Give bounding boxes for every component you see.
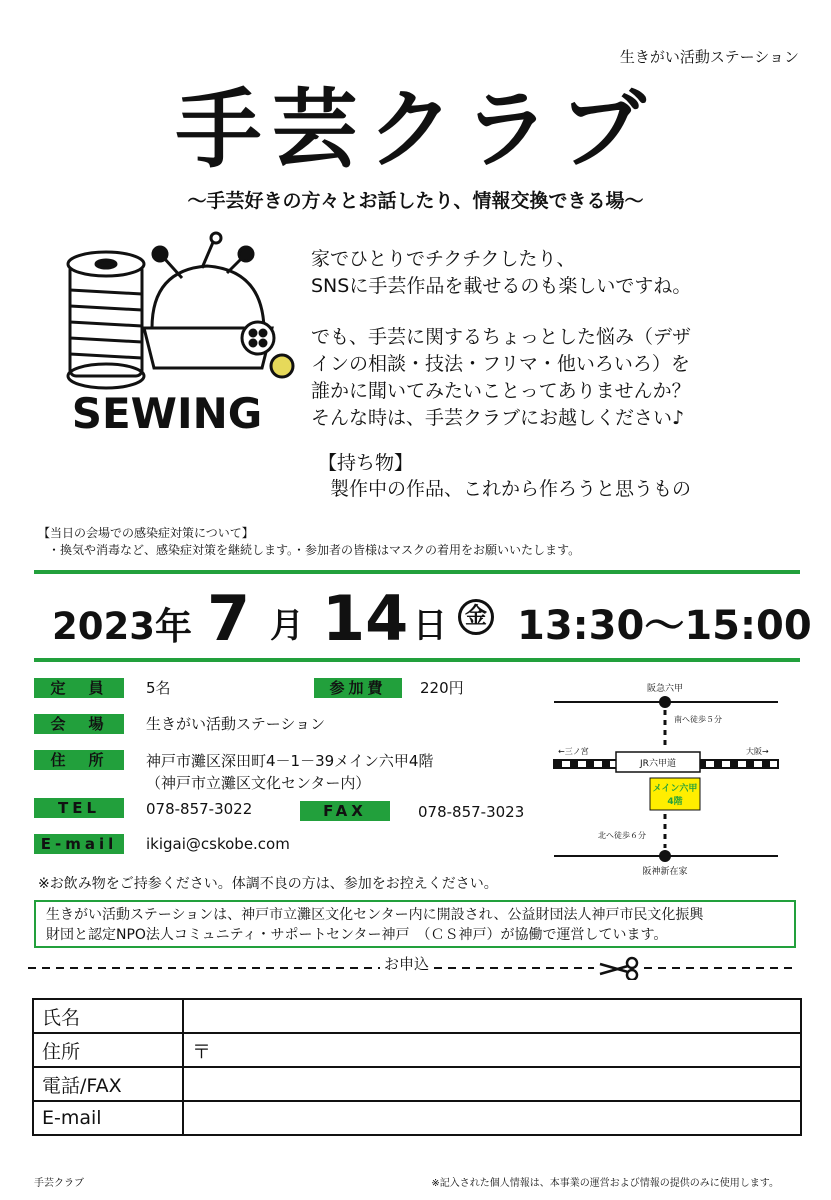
date-day-kanji: 日 xyxy=(413,606,447,646)
address-line2: （神戸市立灘区文化センター内） xyxy=(146,774,371,792)
thread-spool-icon xyxy=(68,252,144,388)
organization-name: 生きがい活動ステーション xyxy=(619,48,799,66)
intro-line: SNSに手芸作品を載せるのも楽しいですね。 xyxy=(311,275,692,297)
bring-heading: 【持ち物】 xyxy=(318,452,414,474)
tel-label: TEL xyxy=(34,798,124,818)
intro-line: でも、手芸に関するちょっとした悩み（デザ xyxy=(311,326,692,348)
divider-top xyxy=(34,570,800,574)
tel-value: 078-857-3022 xyxy=(146,800,253,818)
date-day: 14 xyxy=(322,582,409,655)
page-subtitle: 〜手芸好きの方々とお話したり、情報交換できる場〜 xyxy=(187,190,644,212)
map-north-walk: 北へ徒歩６分 xyxy=(598,831,646,840)
date-month-kanji: 月 xyxy=(270,606,304,646)
fax-value: 078-857-3023 xyxy=(418,803,525,821)
divider-bottom xyxy=(34,658,800,662)
address-line1: 神戸市灘区深田町4－1－39メイン六甲4階 xyxy=(146,752,434,770)
info-line: 財団と認定NPO法人コミュニティ・サポートセンター神戸 （ＣＳ神戸）が協働で運営しています。 xyxy=(46,927,668,943)
footer-privacy-note: ※記入された個人情報は、本事業の運営および情報の提供のみに使用します。 xyxy=(431,1178,779,1189)
intro-line: 誰かに聞いてみたいことってありませんか？ xyxy=(311,380,691,402)
email-field[interactable] xyxy=(183,1101,801,1135)
map-hankyu: 阪急六甲 xyxy=(646,684,684,694)
fax-label: FAX xyxy=(300,801,390,821)
intro-line: そんな時は、手芸クラブにお越しください♪ xyxy=(311,407,685,429)
event-date xyxy=(0,582,831,655)
map-jr: JR六甲道 xyxy=(640,759,676,769)
pincushion-icon xyxy=(144,233,293,377)
organization-info xyxy=(34,900,796,948)
map-main-rokko: メイン六甲 xyxy=(652,784,698,794)
fee-value: 220円 xyxy=(420,679,464,697)
covid-notice xyxy=(38,525,580,559)
sewing-label: SEWING xyxy=(71,389,263,438)
capacity-label: 定 員 xyxy=(34,678,124,698)
event-time: 13:30〜15:00 xyxy=(517,603,812,649)
venue-label: 会 場 xyxy=(34,714,124,734)
date-weekday: 金 xyxy=(458,599,494,635)
page-title: 手芸クラブ xyxy=(175,79,656,180)
map-south-walk: 南へ徒歩５分 xyxy=(674,715,722,724)
form-row-phone xyxy=(33,1067,801,1101)
apply-label: お申込 xyxy=(380,953,433,974)
intro-line: インの相談・技法・フリマ・他いろいろ）を xyxy=(311,353,690,375)
date-year: 2023年 xyxy=(52,605,192,648)
map-hanshin: 阪神新在家 xyxy=(642,867,688,877)
covid-heading: 【当日の会場での感染症対策について】 xyxy=(38,526,254,540)
form-row-address xyxy=(33,1033,801,1067)
form-row-email xyxy=(33,1101,801,1135)
footer-left: 手芸クラブ xyxy=(34,1178,84,1189)
address-label: 住 所 xyxy=(34,750,124,770)
info-line: 生きがい活動ステーションは、神戸市立灘区文化センター内に開設され、公益財団法人神戸市民文化振興 xyxy=(46,907,704,923)
name-field[interactable] xyxy=(183,999,801,1033)
intro-text xyxy=(311,246,691,432)
date-month: 7 xyxy=(207,582,251,655)
fee-label: 参加費 xyxy=(314,678,402,698)
address-field[interactable]: 〒 xyxy=(183,1033,801,1067)
map-sannomiya: ←三ノ宮 xyxy=(558,747,589,756)
email-label: E-mail xyxy=(34,834,124,854)
bring-items: 製作中の作品、これから作ろうと思うもの xyxy=(330,478,692,500)
phone-fax-field[interactable] xyxy=(183,1067,801,1101)
venue-value: 生きがい活動ステーション xyxy=(146,715,326,733)
form-label: 住所 xyxy=(33,1033,183,1067)
drink-note: ※お飲み物をご持参ください。体調不良の方は、参加をお控えください。 xyxy=(38,876,498,892)
capacity-value: 5名 xyxy=(146,679,171,697)
scissors-icon xyxy=(594,958,644,980)
application-form xyxy=(32,998,802,1136)
map-floor: 4階 xyxy=(667,797,683,807)
form-row-name xyxy=(33,999,801,1033)
form-label: 氏名 xyxy=(33,999,183,1033)
covid-body: ・換気や消毒など、感染症対策を継続します。・参加者の皆様はマスクの着用をお願いいたします。 xyxy=(48,543,581,557)
form-label: E-mail xyxy=(33,1101,183,1135)
email-value: ikigai@cskobe.com xyxy=(146,835,290,853)
intro-line: 家でひとりでチクチクしたり、 xyxy=(311,248,576,270)
form-label: 電話/FAX xyxy=(33,1067,183,1101)
sewing-illustration xyxy=(32,218,302,458)
map-osaka: 大阪→ xyxy=(746,747,769,756)
access-map xyxy=(550,680,782,880)
